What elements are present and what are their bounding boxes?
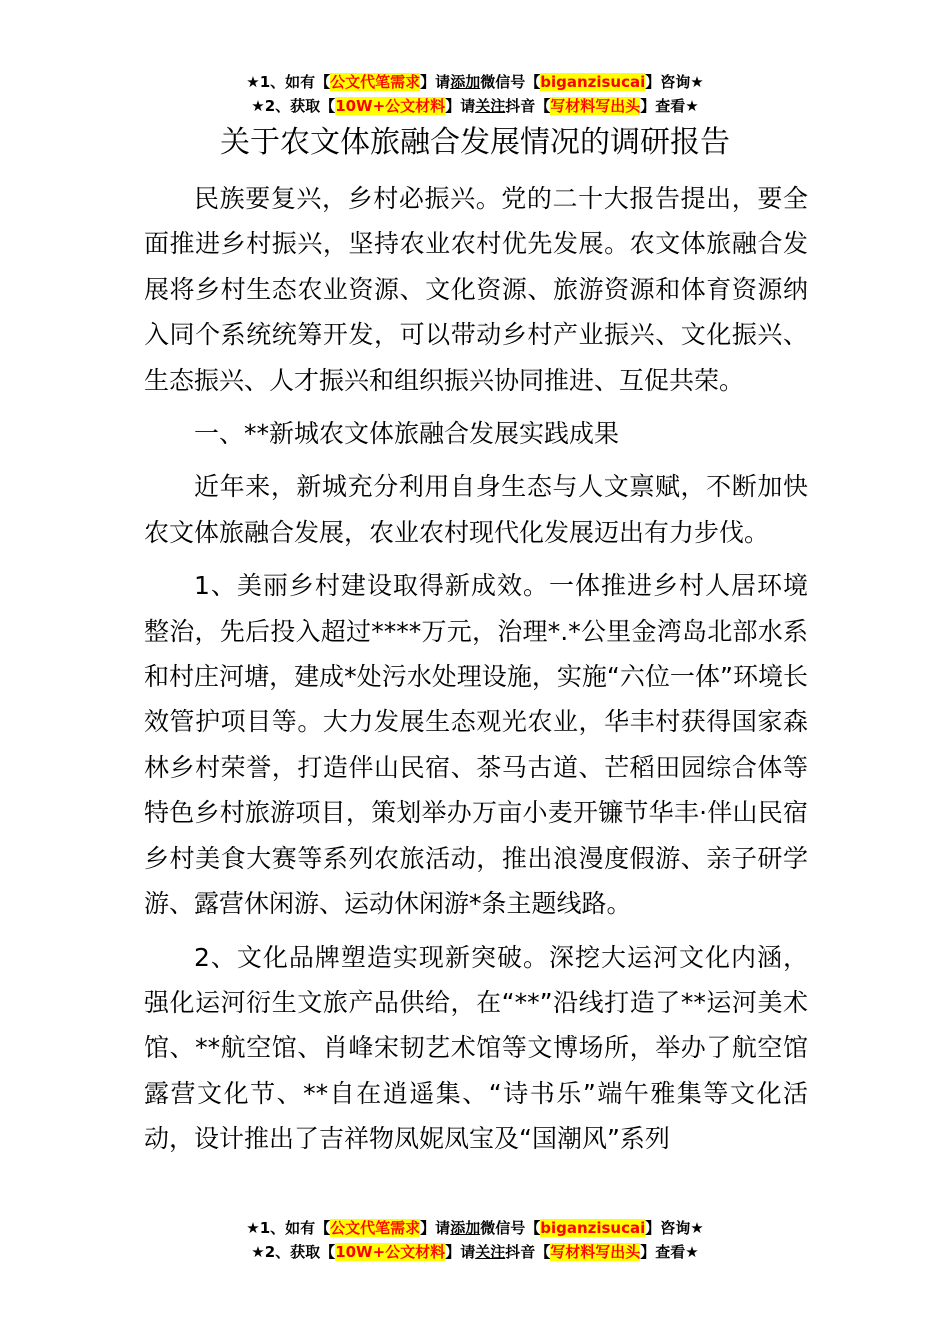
promo-text: 】查看★: [640, 97, 699, 115]
promo-highlight: 写材料写出头: [550, 97, 641, 115]
promo-highlight: 10W+公文材料: [335, 97, 446, 115]
promo-text: 】请: [445, 1243, 476, 1261]
promo-text: ★2、获取【: [251, 1243, 336, 1261]
promo-text: ★2、获取【: [251, 97, 336, 115]
paragraph: 2、文化品牌塑造实现新突破。深挖大运河文化内涵，强化运河衍生文旅产品供给，在“**”沿线打造了**运河美术馆、**航空馆、肖峰宋韧艺术馆等文博场所，举办了航空馆露营文化节、**自在逍遥集、“诗书乐”端午雅集等文化活动，设计推出了吉祥物凤妮凤宝及“国潮风”系列: [144, 942, 808, 1154]
promo-text: 微信号【: [480, 1219, 541, 1237]
promo-underline: 添加: [450, 73, 481, 91]
promo-highlight: biganzisucai: [540, 73, 646, 91]
promo-line-1: [0, 1216, 950, 1240]
promo-underline: 添加: [450, 1219, 481, 1237]
promo-underline: 关注: [475, 1243, 506, 1261]
promo-text: ★1、如有【: [246, 1219, 331, 1237]
paragraph-intro: 民族要复兴，乡村必振兴。党的二十大报告提出，要全面推进乡村振兴，坚持农业农村优先发展。农文体旅融合发展将乡村生态农业资源、文化资源、旅游资源和体育资源纳入同个系统统筹开发，可以带动乡村产业振兴、文化振兴、生态振兴、人才振兴和组织振兴协同推进、互促共荣。: [144, 184, 808, 395]
promo-highlight: 10W+公文材料: [335, 1243, 446, 1261]
promo-line-2: [0, 1240, 950, 1264]
promo-footer: [0, 1216, 950, 1264]
paragraph: 1、美丽乡村建设取得新成效。一体推进乡村人居环境整治，先后投入超过****万元，治理*.*公里金湾岛北部水系和村庄河塘，建成*处污水处理设施，实施“六位一体”环境长效管护项目等。大力发展生态观光农业，华丰村获得国家森林乡村荣誉，打造伴山民宿、茶马古道、芒稻田园综合体等特色乡村旅游项目，策划举办万亩小麦开镰节华丰·伴山民宿乡村美食大赛等系列农旅活动，推出浪漫度假游、亲子研学游、露营休闲游、运动休闲游*条主题线路。: [144, 571, 808, 919]
promo-line-2: [0, 94, 950, 118]
promo-underline: 关注: [475, 97, 506, 115]
promo-text: 】查看★: [640, 1243, 699, 1261]
promo-text: 】咨询★: [645, 73, 704, 91]
promo-text: 】咨询★: [645, 1219, 704, 1237]
promo-text: 微信号【: [480, 73, 541, 91]
promo-text: 】请: [445, 97, 476, 115]
promo-text: ★1、如有【: [246, 73, 331, 91]
promo-text: 抖音【: [505, 97, 551, 115]
section-heading: 一、**新城农文体旅融合发展实践成果: [194, 419, 620, 449]
promo-line-1: [0, 70, 950, 94]
promo-text: 】请: [420, 73, 451, 91]
paragraph: 近年来，新城充分利用自身生态与人文禀赋，不断加快农文体旅融合发展，农业农村现代化发展迈出有力步伐。: [144, 472, 808, 547]
document-title: 关于农文体旅融合发展情况的调研报告: [220, 125, 730, 160]
promo-text: 抖音【: [505, 1243, 551, 1261]
promo-text: 】请: [420, 1219, 451, 1237]
promo-highlight: 公文代笔需求: [330, 1219, 421, 1237]
promo-highlight: 公文代笔需求: [330, 73, 421, 91]
promo-highlight: biganzisucai: [540, 1219, 646, 1237]
document-body: [144, 176, 808, 1170]
promo-highlight: 写材料写出头: [550, 1243, 641, 1261]
promo-header: [0, 70, 950, 118]
